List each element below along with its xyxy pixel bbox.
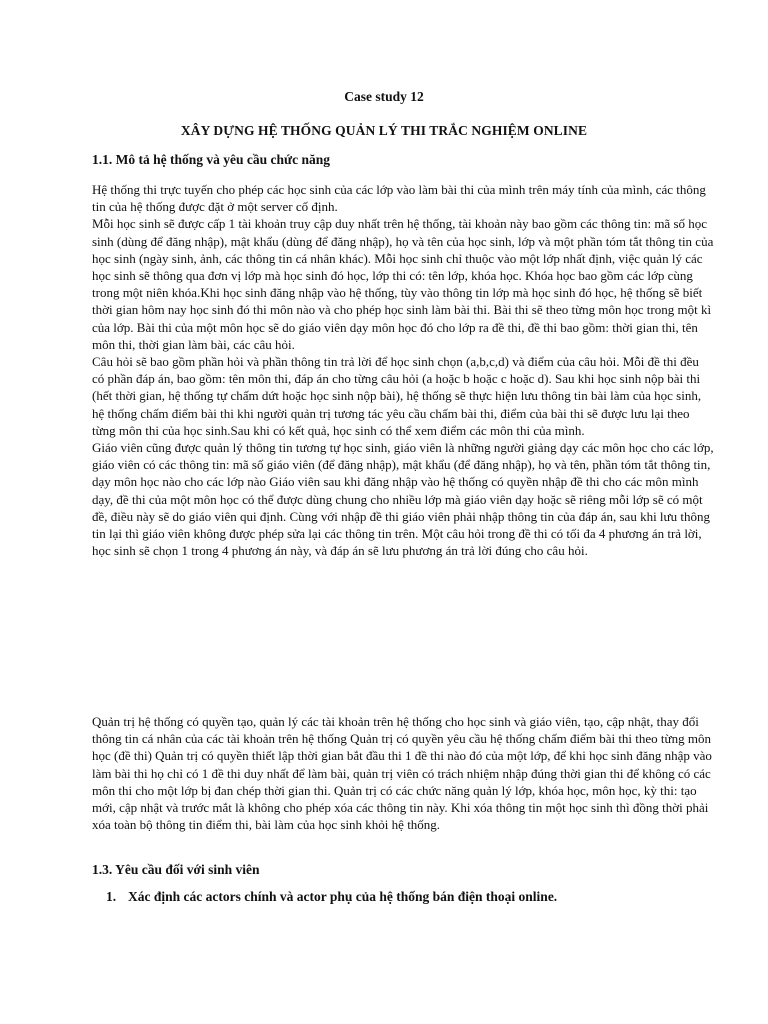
task-number: 1. (106, 889, 117, 904)
paragraph: Giáo viên cũng được quản lý thông tin tương tự học sinh, giáo viên là những người giảng dạy các môn học cho các lớp, giáo viên có các thông tin: mã số giáo viên (để đăng nhập), mật khẩu (để đăng nhập), họ và tên, phần tóm tắt thông tin, dạy môn học nào cho các lớp nào Giáo viên sau khi đăng nhập vào hệ thống có quyền nhập đề thi cho các môn mình dạy, đề thi của một môn học có thể được dùng chung cho nhiều lớp mà giáo viên dạy hoặc sẽ riêng mỗi lớp sẽ có một đề, điều này sẽ do giáo viên qui định. Cùng với nhập đề thi giáo viên phải nhập thông tin của đáp án, sau khi lưu thông tin lại thì giáo viên không được phép sửa lại các thông tin trên. Một câu hỏi trong đề thi có tối đa 4 phương án trả lời, học sinh sẽ chọn 1 trong 4 phương án này, và đáp án sẽ lưu phương án trả lời đúng cho câu hỏi. (92, 440, 714, 559)
admin-description (92, 713, 714, 833)
paragraph: Hệ thống thi trực tuyến cho phép các học sinh của các lớp vào làm bài thi của mình trên máy tính của mình, các thông tin của hệ thống được đặt ở một server cố định. (92, 182, 706, 215)
paragraph: Quản trị hệ thống có quyền tạo, quản lý các tài khoản trên hệ thống cho học sinh và giáo viên, tạo, cập nhật, thay đổi thông tin cá nhân của các tài khoản trên hệ thống Quản trị có quyền yêu cầu hệ thống chấm điểm bài thi theo từng môn học (đề thi) Quản trị có quyền thiết lập thời gian bắt đầu thi 1 đề thi nào đó của một lớp, để khi học sinh đăng nhập vào làm bài thi họ chỉ có 1 đề thi duy nhất để làm bài, quản trị viên có trách nhiệm nhập đúng thời gian thi để không có các môn thi cho một lớp bị đan chép thời gian thi. Quản trị có các chức năng quản lý lớp, khóa học, môn học, kỳ thi: tạo mới, cập nhật và trước mắt là không cho phép xóa các thông tin này. Khi xóa thông tin một học sinh thì đồng thời phải xóa toàn bộ thông tin điểm thi, bài làm của học sinh khỏi hệ thống. (92, 714, 712, 833)
system-description (92, 181, 714, 559)
section-heading-1-3: 1.3. Yêu cầu đối với sinh viên (92, 862, 260, 877)
section-heading-1-1: 1.1. Mô tả hệ thống và yêu cầu chức năng (92, 152, 330, 167)
task-text: Xác định các actors chính và actor phụ của hệ thống bán điện thoại online. (128, 889, 558, 904)
document-title: XÂY DỰNG HỆ THỐNG QUẢN LÝ THI TRẮC NGHIỆM ONLINE (180, 123, 588, 138)
task-item (106, 889, 557, 905)
case-study-label: Case study 12 (344, 89, 424, 104)
paragraph: Mỗi học sinh sẽ được cấp 1 tài khoản truy cập duy nhất trên hệ thống, tài khoản này bao gồm các thông tin: mã số học sinh (dùng để đăng nhập), mật khẩu (dùng để đăng nhập), họ và tên của học sinh, lớp và một phần tóm tắt thông tin của học sinh (ngày sinh, ảnh, các thông tin cá nhân khác). Mỗi học sinh chỉ thuộc vào một lớp nhất định, việc quản lý các học sinh sẽ thông qua đơn vị lớp mà học sinh đó học, lớp thi có: tên lớp, khóa học. Khóa học bao gồm các lớp cùng trong một niên khóa.Khi học sinh đăng nhập vào hệ thống, tùy vào thông tin lớp mà học sinh đó học, hệ thống sẽ biết thời gian hôm nay học sinh đó thi môn nào và cho phép học sinh làm bài thi. Bài thi sẽ theo từng môn học trong một kì của lớp. Bài thi của một môn học sẽ do giáo viên dạy môn học đó cho lớp ra đề thi, đề thi bao gồm: thời gian thi, tên môn thi, thời gian làm bài, các câu hỏi. (92, 216, 714, 352)
paragraph: Câu hỏi sẽ bao gồm phần hỏi và phần thông tin trả lời để học sinh chọn (a,b,c,d) và điểm của câu hỏi. Mỗi đề thi đều có phần đáp án, bao gồm: tên môn thi, đáp án cho từng câu hỏi (a hoặc b hoặc c hoặc d). Sau khi học sinh nộp bài thi (hết thời gian, hệ thống tự chấm dứt hoặc học sinh nộp bài), hệ thống sẽ thực hiện lưu thông tin bài làm của học sinh, hệ thống chấm điểm bài thi khi người quản trị tương tác yêu cầu chấm bài thi, điểm của bài thi sẽ được lưu lại theo từng môn thi của học sinh.Sau khi có kết quả, học sinh có thể xem điểm các môn thi của mình. (92, 354, 702, 438)
